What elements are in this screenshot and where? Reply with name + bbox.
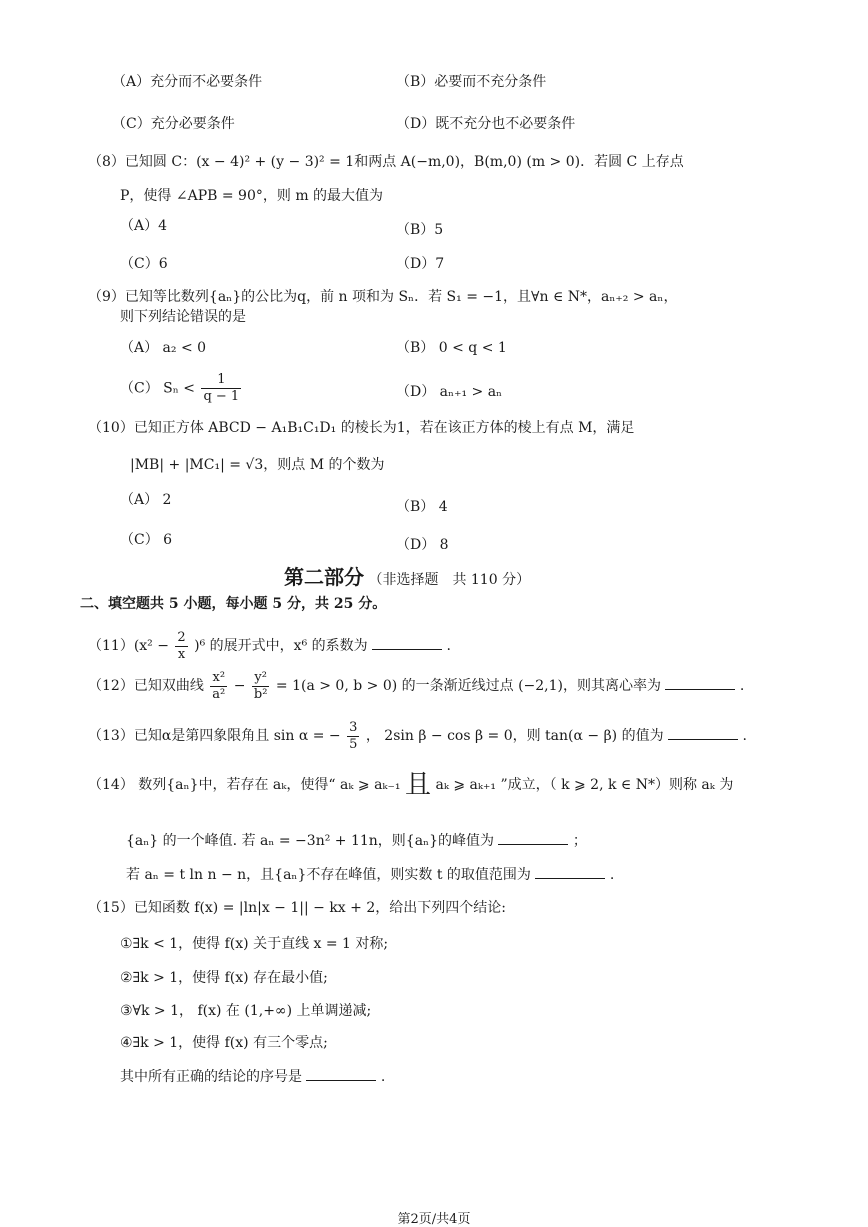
q10-line2: |MB| + |MC₁| = √3，则点 M 的个数为 xyxy=(130,457,385,473)
q13-fraction xyxy=(347,720,359,753)
q9-option-b: （B） 0 < q < 1 xyxy=(396,340,507,356)
q14-line3-end: . xyxy=(609,867,615,883)
q11-numerator: 2 xyxy=(177,629,186,645)
q15-final-text: 其中所有正确的结论的序号是 xyxy=(120,1069,302,1085)
q13-denominator: 5 xyxy=(349,736,358,752)
q9-option-c xyxy=(120,372,243,405)
q9-line2: 则下列结论错误的是 xyxy=(120,309,246,325)
q12-fraction-y-numerator: y² xyxy=(252,670,270,687)
q13 xyxy=(88,718,747,754)
q8-option-c: （C）6 xyxy=(120,256,168,272)
q15-conclusion-2: ②∃k > 1，使得 f(x) 存在最小值; xyxy=(120,970,328,986)
q7-option-d: （D）既不充分也不必要条件 xyxy=(396,116,576,132)
q13-numerator: 3 xyxy=(349,719,358,735)
q14-line1 xyxy=(88,772,733,798)
q15-stem: （15）已知函数 f(x) = |ln|x − 1|| − kx + 2，给出下列四个结论: xyxy=(88,900,506,916)
q11 xyxy=(88,628,451,664)
q12-end: . xyxy=(739,678,745,694)
part2-header xyxy=(284,564,530,593)
q9-option-a: （A） a₂ < 0 xyxy=(120,340,207,356)
q12-minus: − xyxy=(233,678,246,694)
q14-line2-end: ； xyxy=(572,833,587,849)
q14-post: aₖ ⩾ aₖ₊₁ ”成立，（ k ⩾ 2, k ∈ N*）则称 aₖ 为 xyxy=(435,777,734,793)
q11-end: . xyxy=(446,638,451,654)
q10-line1: （10）已知正方体 ABCD − A₁B₁C₁D₁ 的棱长为1，若在该正方体的棱上有点 M，满足 xyxy=(88,420,635,436)
q9-option-d: （D） aₙ₊₁ > aₙ xyxy=(396,384,503,400)
q8-option-d: （D）7 xyxy=(396,256,445,272)
q13-post: ， 2sin β − cos β = 0，则 tan(α − β) 的值为 xyxy=(365,728,664,744)
q9-option-c-numerator: 1 xyxy=(201,372,241,389)
q15-final xyxy=(120,1066,385,1087)
q12 xyxy=(88,668,744,704)
q9-line1: （9）已知等比数列{aₙ}的公比为q，前 n 项和为 Sₙ．若 S₁ = −1，且∀n ∈ N*，aₙ₊₂ > aₙ， xyxy=(88,289,678,305)
q15-conclusion-4: ④∃k > 1，使得 f(x) 有三个零点; xyxy=(120,1035,328,1051)
q10-option-b: （B） 4 xyxy=(396,499,448,515)
q14-pre: （14） 数列{aₙ}中，若存在 aₖ，使得“ aₖ ⩾ aₖ₋₁ xyxy=(88,777,401,793)
q10-option-a: （A） 2 xyxy=(120,492,172,508)
q10-option-d: （D） 8 xyxy=(396,537,449,553)
q9-option-c-denominator: q − 1 xyxy=(203,389,240,404)
q12-fraction-y xyxy=(252,670,270,703)
q8-option-b: （B）5 xyxy=(396,222,444,238)
q12-fraction-x-denominator: a² xyxy=(212,686,226,702)
q7-option-a: （A）充分而不必要条件 xyxy=(112,74,263,90)
q12-fraction-y-denominator: b² xyxy=(253,686,268,702)
q11-pre: （11）(x² − xyxy=(88,638,169,654)
q8-text1: C：(x − 4)² + (y − 3)² = 1和两点 A(−m,0)，B(m,0) (m > 0)．若圆 C 上存点 xyxy=(171,154,684,170)
q12-answer-blank[interactable] xyxy=(665,675,735,690)
q14-line3 xyxy=(126,864,614,885)
q12-pre: （12）已知双曲线 xyxy=(88,678,204,694)
section2-heading: 二、填空题共 5 小题，每小题 5 分，共 25 分。 xyxy=(80,596,387,612)
q11-answer-blank[interactable] xyxy=(372,635,442,650)
q14-answer-blank-1[interactable] xyxy=(498,830,568,845)
q14-line3-text: 若 aₙ = t ln n − n，且{aₙ}不存在峰值，则实数 t 的取值范围为 xyxy=(126,867,531,883)
q11-denominator: x xyxy=(177,646,186,662)
q13-answer-blank[interactable] xyxy=(668,725,738,740)
q8-line1 xyxy=(88,152,684,172)
q14-answer-blank-2[interactable] xyxy=(535,864,605,879)
q8-option-a: （A）4 xyxy=(120,218,168,234)
q8-line2: P，使得 ∠APB = 90°，则 m 的最大值为 xyxy=(120,188,384,204)
q15-conclusion-3: ③∀k > 1， f(x) 在 (1,+∞) 上单调递减; xyxy=(120,1003,372,1019)
q14-line2-text: {aₙ} 的一个峰值. 若 aₙ = −3n² + 11n，则{aₙ}的峰值为 xyxy=(126,833,494,849)
part2-title: 第二部分 xyxy=(284,565,364,589)
q13-end: . xyxy=(742,728,747,744)
q14-big-char: 且 xyxy=(405,770,432,800)
q15-conclusion-1: ①∃k < 1，使得 f(x) 关于直线 x = 1 对称; xyxy=(120,936,389,952)
q13-pre: （13）已知α是第四象限角且 sin α = − xyxy=(88,728,341,744)
q9-option-c-label: （C） Sₙ < xyxy=(120,380,195,397)
q12-post: = 1(a > 0, b > 0) 的一条渐近线过点 (−2,1)，则其离心率为 xyxy=(275,678,662,694)
q15-end: . xyxy=(380,1069,386,1085)
q9-option-c-fraction xyxy=(201,372,241,405)
q12-fraction-x xyxy=(210,670,227,703)
q10-option-c: （C） 6 xyxy=(120,532,173,548)
q12-fraction-x-numerator: x² xyxy=(210,670,227,687)
q11-post: )⁶ 的展开式中，x⁶ 的系数为 xyxy=(194,638,368,654)
q8-number: （8）已知圆 xyxy=(88,154,167,170)
part2-note: （非选择题 共 110 分） xyxy=(368,572,531,588)
q7-option-b: （B）必要而不充分条件 xyxy=(396,74,547,90)
q14-line2 xyxy=(126,830,587,851)
q7-option-c: （C）充分必要条件 xyxy=(112,116,235,132)
q15-answer-blank[interactable] xyxy=(306,1066,376,1081)
page-footer: 第2页/共4页 xyxy=(397,1212,471,1227)
q11-fraction xyxy=(175,630,187,663)
